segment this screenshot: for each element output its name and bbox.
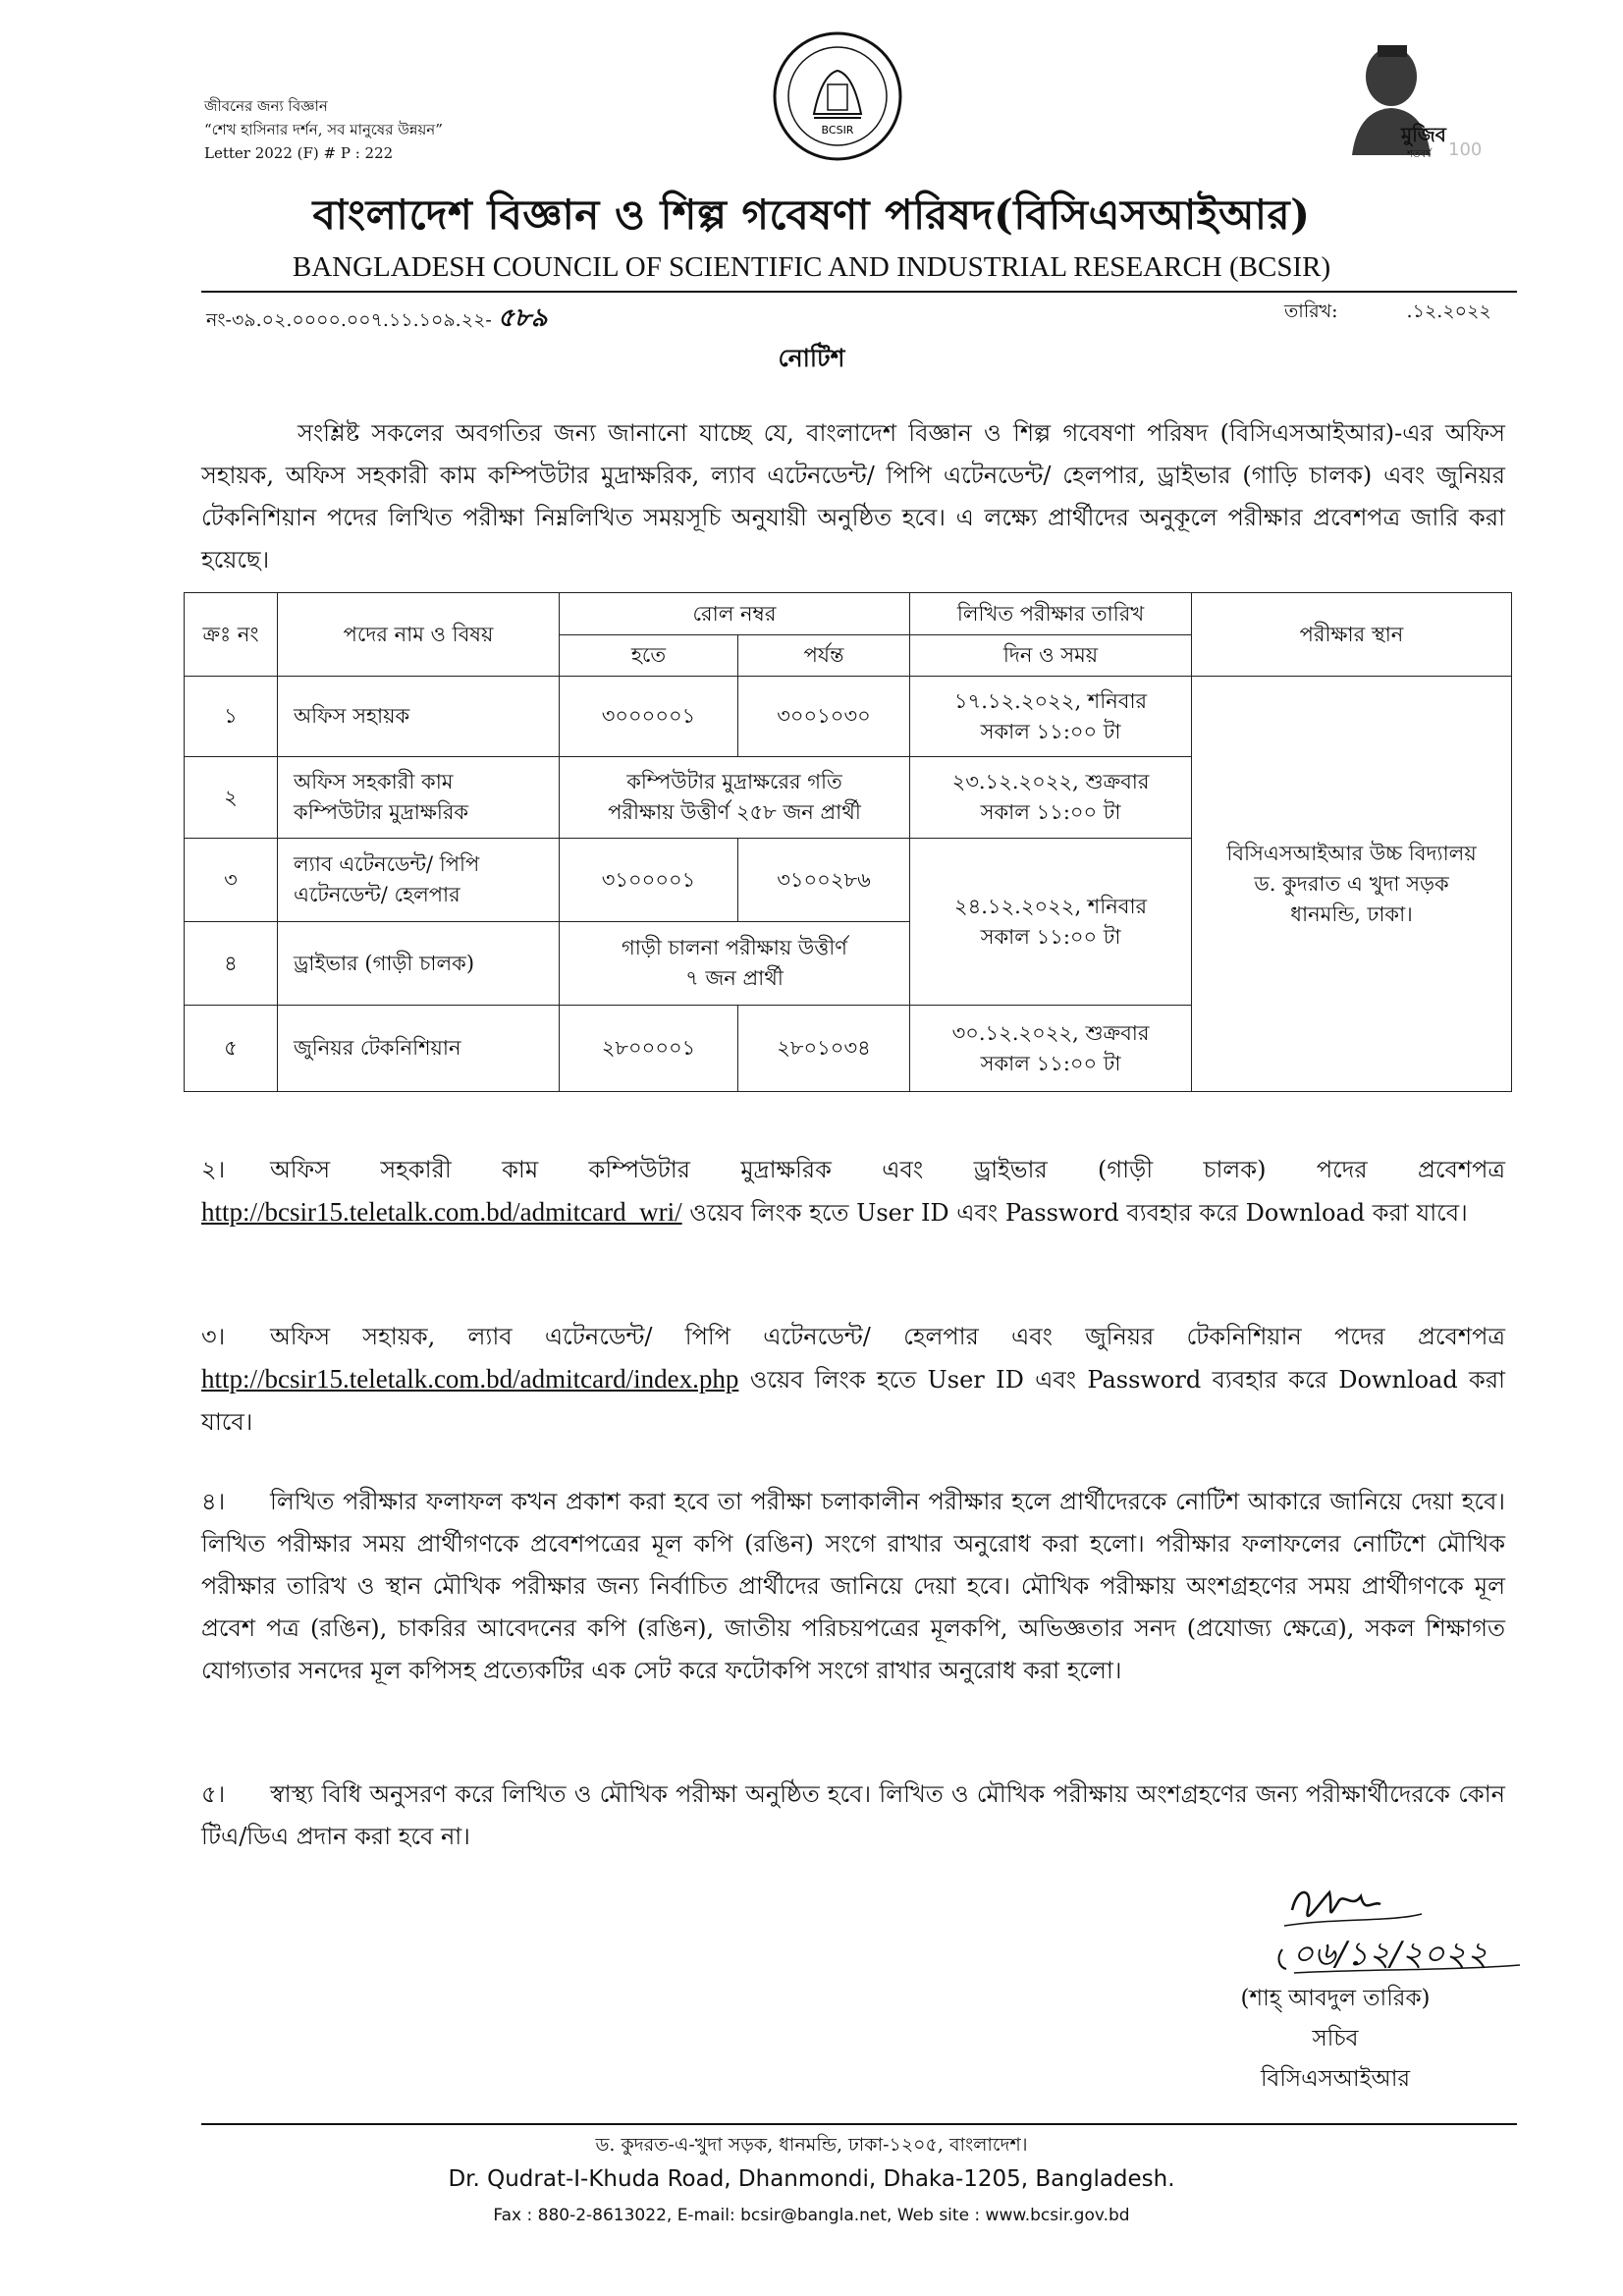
- memo-number: [206, 298, 547, 341]
- header-divider: [201, 291, 1517, 293]
- handwritten-signature: [1274, 1871, 1540, 1979]
- admitcard-wri-link[interactable]: http://bcsir15.teletalk.com.bd/admitcard_wri/: [201, 1197, 682, 1227]
- memo-number-text: নং-৩৯.০২.০০০০.০০৭.১১.১০৯.২২-: [206, 309, 492, 331]
- row-post: [278, 757, 560, 839]
- memo-date: [1284, 298, 1491, 329]
- paragraph-3: [201, 1316, 1505, 1444]
- row-roll-note-line-1: কম্পিউটার মুদ্রাক্ষরের গতি: [626, 770, 842, 793]
- paragraph-2: [201, 1149, 1505, 1234]
- footer-contact: Fax : 880-2-8613022, E-mail: bcsir@bangla.net, Web site : www.bcsir.gov.bd: [493, 2206, 1130, 2225]
- footer-address-bn: ড. কুদরত-এ-খুদা সড়ক, ধানমন্ডি, ঢাকা-১২০৫, বাংলাদেশ।: [595, 2134, 1028, 2156]
- letter-ref: Letter 2022 (F) # P : 222: [204, 144, 394, 162]
- mujib-sub: শতবর্ষ: [1407, 149, 1432, 160]
- paragraph-5: [201, 1774, 1505, 1858]
- row-roll-to: ৩০০১০৩০: [738, 677, 910, 757]
- table-header-row: [185, 593, 1512, 635]
- table-row: [185, 677, 1512, 757]
- motto-line-1: জীবনের জন্য বিজ্ঞান: [204, 97, 328, 115]
- row-post-line-2: কম্পিউটার মুদ্রাক্ষরিক: [294, 800, 469, 824]
- row-date-time: [910, 757, 1192, 839]
- exam-venue: [1192, 677, 1512, 1092]
- header-date: লিখিত পরীক্ষার তারিখ: [910, 593, 1192, 635]
- paragraph-3-number: ৩।: [201, 1323, 226, 1350]
- row-date-time: [910, 677, 1192, 757]
- motto-line-2: “শেখ হাসিনার দর্শন, সব মানুষের উন্নয়ন”: [204, 121, 443, 138]
- venue-line-3: ধানমন্ডি, ঢাকা।: [1290, 902, 1413, 926]
- row-sl: ১: [185, 677, 278, 757]
- venue-line-2: ড. কুদরাত এ খুদা সড়ক: [1254, 871, 1449, 896]
- header-roll: রোল নম্বর: [560, 593, 910, 635]
- row-date: ১৭.১২.২০২২, শনিবার: [953, 688, 1148, 713]
- paragraph-3-text-1: অফিস সহায়ক, ল্যাব এটেনডেন্ট/ পিপি এটেনডেন্ট/ হেলপার এবং জুনিয়র টেকনিশিয়ান পদের প্রবেশপত্র: [270, 1323, 1505, 1350]
- row-roll-note-line-2: পরীক্ষায় উত্তীর্ণ ২৫৮ জন প্রার্থী: [608, 800, 861, 824]
- row-time: সকাল ১১:০০ টা: [980, 719, 1121, 743]
- row-roll-note-line-2: ৭ জন প্রার্থী: [685, 966, 784, 990]
- venue-line-1: বিসিএসআইআর উচ্চ বিদ্যালয়: [1226, 841, 1477, 865]
- row-sl: ৩: [185, 839, 278, 922]
- mujib-centenary-logo: [1301, 39, 1483, 167]
- header-post: পদের নাম ও বিষয়: [278, 593, 560, 677]
- row-date-time: [910, 839, 1192, 1006]
- paragraph-4-number: ৪।: [201, 1488, 226, 1515]
- mujib-label: মুজিব: [1401, 123, 1446, 146]
- header-roll-to: পর্যন্ত: [738, 635, 910, 677]
- paragraph-4: [201, 1481, 1505, 1692]
- row-post-line-2: এটেনডেন্ট/ হেলপার: [294, 883, 460, 906]
- row-roll-to: ২৮০১০৩৪: [738, 1006, 910, 1092]
- footer-divider: [201, 2123, 1517, 2125]
- header-venue: পরীক্ষার স্থান: [1192, 593, 1512, 677]
- header-day-time: দিন ও সময়: [910, 635, 1192, 677]
- signatory-designation: সচিব: [1312, 2026, 1359, 2051]
- header-sl: ক্রঃ নং: [185, 593, 278, 677]
- row-post: জুনিয়র টেকনিশিয়ান: [278, 1006, 560, 1092]
- signatory-office: বিসিএসআইআর: [1260, 2066, 1411, 2092]
- header-roll-from: হতে: [560, 635, 738, 677]
- row-sl: ৫: [185, 1006, 278, 1092]
- row-date: ২৩.১২.২০২২, শুক্রবার: [951, 770, 1150, 793]
- row-roll-note: [560, 922, 910, 1006]
- paragraph-2-number: ২।: [201, 1156, 226, 1183]
- row-roll-note: [560, 757, 910, 839]
- row-roll-note-line-1: গাড়ী চালনা পরীক্ষায় উত্তীর্ণ: [622, 936, 847, 959]
- row-time: সকাল ১১:০০ টা: [980, 924, 1121, 949]
- paragraph-4-text: লিখিত পরীক্ষার ফলাফল কখন প্রকাশ করা হবে তা পরীক্ষা চলাকালীন পরীক্ষার হলে প্রার্থীদেরকে নোটিশ আকারে জানিয়ে দেয়া হবে। লিখিত পরীক্ষার সময় প্রার্থীগণকে প্রবেশপত্রের মূল কপি (রঙিন) সংগে রাখার অনুরোধ করা হলো। পরীক্ষার ফলাফলের নোটিশে মৌখিক পরীক্ষার তারিখ ও স্থান মৌখিক পরীক্ষার জন্য নির্বাচিত প্রার্থীদের জানিয়ে দেয়া হবে। মৌখিক পরীক্ষায় অংশগ্রহণের সময় প্রার্থীগণকে মূল প্রবেশ পত্র (রঙিন), চাকরির আবেদনের কপি (রঙিন), জাতীয় পরিচয়পত্রের মূলকপি, অভিজ্ঞতার সনদ (প্রযোজ্য ক্ষেত্রে), সকল শিক্ষাগত যোগ্যতার সনদের মূল কপিসহ প্রত্যেকটির এক সেট করে ফটোকপি সংগে রাখার অনুরোধ করা হলো।: [201, 1488, 1505, 1684]
- date-value: .১২.২০২২: [1406, 301, 1491, 322]
- row-sl: ২: [185, 757, 278, 839]
- row-date-time: [910, 1006, 1192, 1092]
- motto-block: [204, 94, 443, 165]
- paragraph-5-text: স্বাস্থ্য বিধি অনুসরণ করে লিখিত ও মৌখিক পরীক্ষা অনুষ্ঠিত হবে। লিখিত ও মৌখিক পরীক্ষায় অংশগ্রহণের জন্য পরীক্ষার্থীদেরকে কোন টিএ/ডিএ প্রদান করা হবে না।: [201, 1780, 1505, 1850]
- row-time: সকাল ১১:০০ টা: [980, 800, 1121, 824]
- row-time: সকাল ১১:০০ টা: [980, 1051, 1121, 1075]
- date-label: তারিখ:: [1284, 301, 1338, 322]
- row-roll-from: ২৮০০০০১: [560, 1006, 738, 1092]
- paragraph-3-text-2: ওয়েব লিংক হতে User ID এবং Password ব্যবহার করে Download করা যাবে।: [201, 1366, 1505, 1436]
- row-date: ৩০.১২.২০২২, শুক্রবার: [951, 1020, 1150, 1045]
- intro-paragraph: সংশ্লিষ্ট সকলের অবগতির জন্য জানানো যাচ্ছে যে, বাংলাদেশ বিজ্ঞান ও শিল্প গবেষণা পরিষদ (বিসিএসআইআর)-এর অফিস সহায়ক, অফিস সহকারী কাম কম্পিউটার মুদ্রাক্ষরিক, ল্যাব এটেনডেন্ট/ পিপি এটেনডেন্ট/ হেলপার, ড্রাইভার (গাড়ি চালক) এবং জুনিয়র টেকনিশিয়ান পদের লিখিত পরীক্ষা নিম্নলিখিত সময়সূচি অনুযায়ী অনুষ্ঠিত হবে। এ লক্ষ্যে প্রার্থীদের অনুকূলে পরীক্ষার প্রবেশপত্র জারি করা হয়েছে।: [201, 419, 1505, 574]
- row-post-line-1: অফিস সহকারী কাম: [294, 770, 454, 793]
- row-roll-from: ৩০০০০০১: [560, 677, 738, 757]
- paragraph-5-number: ৫।: [201, 1780, 226, 1808]
- row-sl: ৪: [185, 922, 278, 1006]
- row-post: ড্রাইভার (গাড়ী চালক): [278, 922, 560, 1006]
- admitcard-index-link[interactable]: http://bcsir15.teletalk.com.bd/admitcard/index.php: [201, 1364, 739, 1394]
- row-roll-from: ৩১০০০০১: [560, 839, 738, 922]
- bcsir-seal-logo: [771, 29, 904, 163]
- row-post: [278, 839, 560, 922]
- signatory-block: [1168, 1979, 1502, 2100]
- org-title-bn: বাংলাদেশ বিজ্ঞান ও শিল্প গবেষণা পরিষদ(বিসিএসআইআর): [312, 191, 1311, 239]
- signature-date: ০৬/১২/২০২২: [1292, 1935, 1488, 1974]
- org-title-en: BANGLADESH COUNCIL OF SCIENTIFIC AND INDUSTRIAL RESEARCH (BCSIR): [292, 251, 1331, 283]
- paragraph-2-text-1: অফিস সহকারী কাম কম্পিউটার মুদ্রাক্ষরিক এবং ড্রাইভার (গাড়ী চালক) পদের প্রবেশপত্র: [270, 1156, 1505, 1183]
- row-post-line-1: ল্যাব এটেনডেন্ট/ পিপি: [294, 852, 480, 876]
- exam-schedule-table: [184, 592, 1512, 1092]
- footer-address-en: Dr. Qudrat-I-Khuda Road, Dhanmondi, Dhaka-1205, Bangladesh.: [448, 2166, 1175, 2192]
- memo-number-handwritten: ৫৮৯: [497, 303, 548, 333]
- notice-title: নোটিশ: [778, 344, 845, 372]
- row-post: অফিস সহায়ক: [278, 677, 560, 757]
- signatory-name: (শাহ্ আবদুল তারিক): [1240, 1986, 1431, 2011]
- row-date: ২৪.১২.২০২২, শনিবার: [953, 894, 1148, 918]
- paragraph-2-text-2: ওয়েব লিংক হতে User ID এবং Password ব্যবহার করে Download করা যাবে।: [689, 1199, 1468, 1227]
- row-roll-to: ৩১০০২৮৬: [738, 839, 910, 922]
- seal-label: BCSIR: [821, 124, 854, 137]
- svg-text:100: 100: [1448, 139, 1483, 160]
